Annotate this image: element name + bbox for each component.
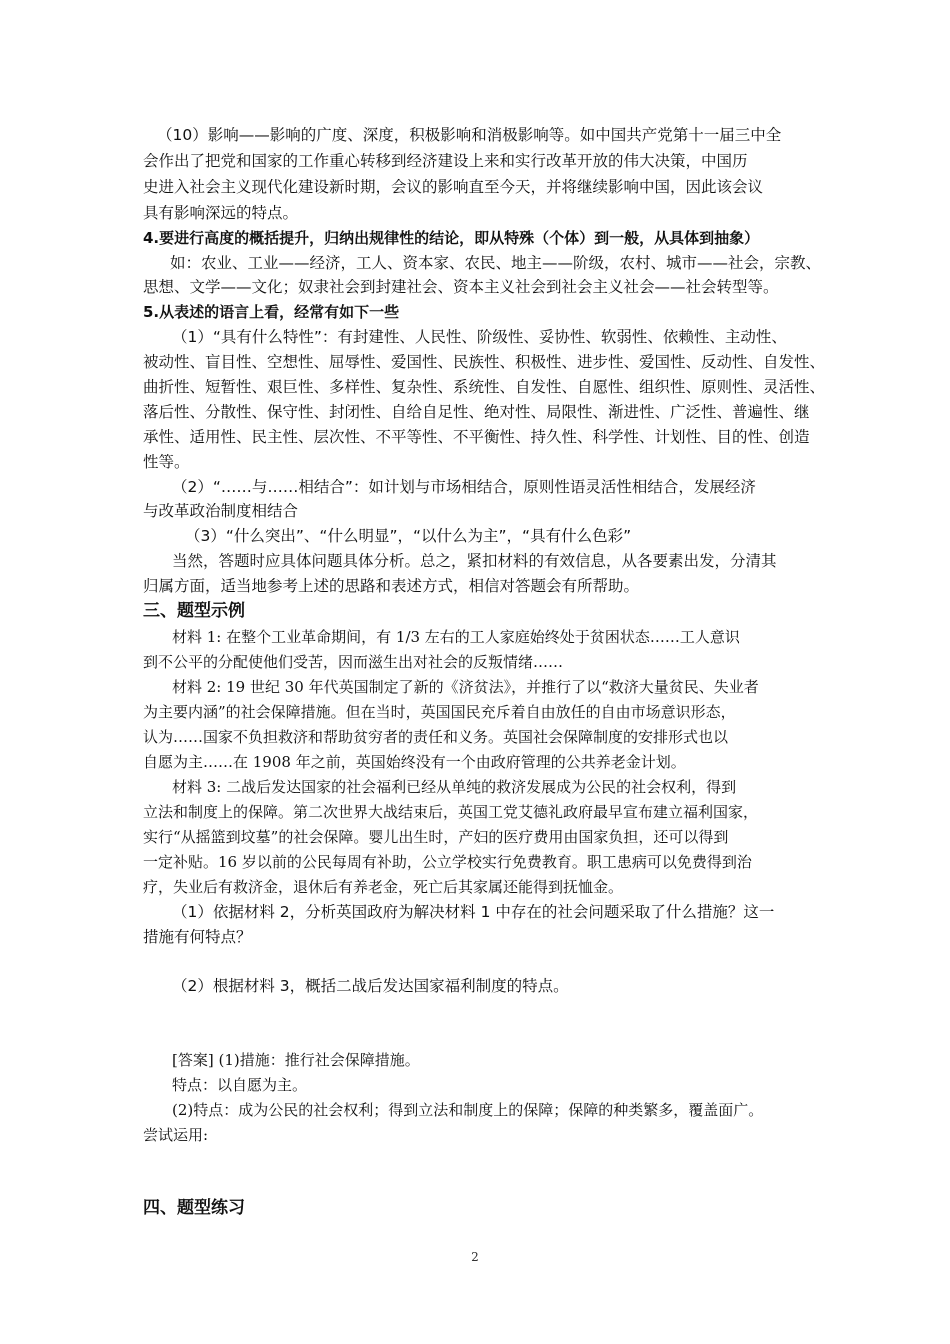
- paragraph-line: 性等。: [143, 453, 190, 471]
- paragraph-line: （1）“具有什么特性”：有封建性、人民性、阶级性、妥协性、软弱性、依赖性、主动性、: [172, 328, 787, 346]
- section-heading-3: 三、题型示例: [143, 601, 245, 621]
- heading-4: 4.要进行高度的概括提升，归纳出规律性的结论，即从特殊（个体）到一般，从具体到抽象）: [143, 229, 760, 247]
- paragraph-line: 曲折性、短暂性、艰巨性、多样性、复杂性、系统性、自发性、自愿性、组织性、原则性、灵活性、: [143, 378, 826, 396]
- material-2-line: 自愿为主……在 1908 年之前，英国始终没有一个由政府管理的公共养老金计划。: [143, 753, 686, 771]
- paragraph-line: 史进入社会主义现代化建设新时期，会议的影响直至今天，并将继续影响中国，因此该会议: [143, 178, 764, 196]
- answer-line: 特点：以自愿为主。: [172, 1076, 308, 1094]
- material-3-line: 立法和制度上的保障。第二次世界大战结束后，英国工党艾德礼政府最早宣布建立福利国家，: [143, 803, 759, 821]
- paragraph-line: 承性、适用性、民主性、层次性、不平等性、不平衡性、持久性、科学性、计划性、目的性、创造: [143, 428, 810, 446]
- answer-line: [答案] (1)措施：推行社会保障措施。: [172, 1051, 420, 1069]
- paragraph-line: 落后性、分散性、保守性、封闭性、自给自足性、绝对性、局限性、渐进性、广泛性、普遍性、继: [143, 403, 810, 421]
- paragraph-line: 当然，答题时应具体问题具体分析。总之，紧扣材料的有效信息，从各要素出发，分清其: [172, 552, 777, 570]
- page-number: 2: [471, 1250, 479, 1264]
- material-2-line: 材料 2: 19 世纪 30 年代英国制定了新的《济贫法》，并推行了以“救济大量贫民、失业者: [172, 678, 759, 696]
- material-3-line: 一定补贴。16 岁以前的公民每周有补助，公立学校实行免费教育。职工患病可以免费得到治: [143, 853, 752, 871]
- material-2-line: 认为……国家不负担救济和帮助贫穷者的责任和义务。英国社会保障制度的安排形式也以: [143, 728, 729, 746]
- material-3-line: 实行“从摇篮到坟墓”的社会保障。婴儿出生时，产妇的医疗费用由国家负担，还可以得到: [143, 828, 729, 846]
- material-1-line: 材料 1: 在整个工业革命期间，有 1/3 左右的工人家庭始终处于贫困状态……工人意识: [172, 628, 740, 646]
- paragraph-line: （10）影响——影响的广度、深度，积极影响和消极影响等。如中国共产党第十一届三中全: [157, 126, 782, 144]
- question-2-line: （2）根据材料 3，概括二战后发达国家福利制度的特点。: [172, 977, 569, 995]
- material-3-line: 材料 3: 二战后发达国家的社会福利已经从单纯的救济发展成为公民的社会权利，得到: [172, 778, 737, 796]
- answer-line: (2)特点：成为公民的社会权利；得到立法和制度上的保障；保障的种类繁多，覆盖面广。: [172, 1101, 764, 1119]
- paragraph-line: 被动性、盲目性、空想性、屈辱性、爱国性、民族性、积极性、进步性、爱国性、反动性、自发性、: [143, 353, 826, 371]
- material-3-line: 疗，失业后有救济金，退休后有养老金，死亡后其家属还能得到抚恤金。: [143, 878, 624, 896]
- paragraph-line: 具有影响深远的特点。: [143, 204, 299, 222]
- heading-5: 5.从表述的语言上看，经常有如下一些: [143, 303, 400, 321]
- material-2-line: 为主要内涵”的社会保障措施。但在当时，英国国民充斥着自由放任的自由市场意识形态，: [143, 703, 736, 721]
- paragraph-line: 归属方面，适当地参考上述的思路和表述方式，相信对答题会有所帮助。: [143, 577, 640, 595]
- question-1-line: （1）依据材料 2，分析英国政府为解决材料 1 中存在的社会问题采取了什么措施？这一: [172, 903, 775, 921]
- answer-line: 尝试运用:: [143, 1126, 209, 1144]
- paragraph-line: （2）“……与……相结合”：如计划与市场相结合，原则性语灵活性相结合，发展经济: [172, 478, 756, 496]
- paragraph-line: 与改革政治制度相结合: [143, 502, 299, 520]
- paragraph-line: （3）“什么突出”、“什么明显”，“以什么为主”，“具有什么色彩”: [185, 527, 632, 545]
- question-1-line: 措施有何特点？: [143, 928, 252, 946]
- paragraph-line: 会作出了把党和国家的工作重心转移到经济建设上来和实行改革开放的伟大决策，中国历: [143, 152, 748, 170]
- section-heading-4: 四、题型练习: [143, 1198, 245, 1218]
- material-1-line: 到不公平的分配使他们受苦，因而滋生出对社会的反叛情绪……: [143, 653, 564, 671]
- paragraph-line: 思想、文学——文化；奴隶社会到封建社会、资本主义社会到社会主义社会——社会转型等。: [143, 278, 779, 296]
- paragraph-line: 如：农业、工业——经济，工人、资本家、农民、地主——阶级，农村、城市——社会，宗教、: [170, 254, 822, 272]
